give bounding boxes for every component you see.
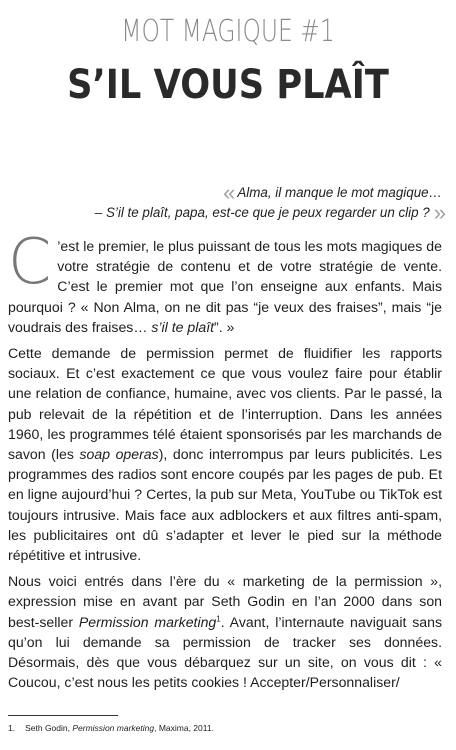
footnote-ref: 1	[216, 613, 221, 623]
footnote-divider	[8, 715, 118, 716]
paragraph-2	[8, 343, 442, 565]
paragraph-2-emphasis: soap operas	[79, 446, 159, 463]
close-quote-mark: »	[433, 200, 442, 225]
paragraph-2-text-a: Cette demande de permission permet de fluidifier les rapports sociaux. Et c’est exactement ce que vous voulez faire pour établir une relation de confiance, humaine, avec vos clients. Par le passé, la pub relevait de la répétition et de l’interruption. Dans les années 1960, les programmes télé étaient sponsorisés par les marchands de savon (les	[8, 345, 442, 463]
paragraph-2-text-b: ), donc interrompus par leurs publicités. Les programmes des radios sont encore coupés par les pages de pub. Et en ligne aujourd’hui ? Certes, la pub sur Meta, YouTube ou TikTok est toujours intrusive. Mais face aux adblockers et aux filtres anti-spam, les publicitaires ont dû s’adapter et lever le pied sur la méthode répétitive et intrusive.	[8, 446, 443, 564]
open-quote-mark: «	[223, 180, 232, 205]
paragraph-1-text-a: ’est le premier, le plus puissant de tous les mots magiques de votre stratégie de contenu et de votre stratégie de vente. C’est le premier mot que l’on enseigne aux enfants. Mais pourquoi ? « Non Alma, on ne dit pas “je veux des fraises”, mais “je voudrais des fraises…	[8, 238, 442, 335]
paragraph-3-text-a: Nous voici entrés dans l’ère du « marketing de la permission », expression mise en avant par Seth Godin en l’an 2000 dans son best-seller	[8, 573, 442, 630]
footnote-author: Seth Godin,	[25, 723, 73, 733]
paragraph-1-text-b: ”. »	[214, 318, 235, 335]
footnote-rest: , Maxima, 2011.	[154, 723, 214, 733]
paragraph-1-emphasis: s’il te plaît	[151, 318, 215, 335]
drop-cap: C	[8, 225, 52, 298]
epigraph-line-2	[22, 200, 442, 225]
chapter-kicker: MOT MAGIQUE #1	[121, 14, 335, 49]
footnote-book: Permission marketing	[72, 723, 155, 733]
footnote-number: 1.	[8, 723, 16, 733]
epigraph	[22, 180, 442, 225]
epigraph-text-2: – S’il te plaît, papa, est-ce que je peux regarder un clip ?	[94, 205, 430, 220]
body-text	[8, 225, 443, 698]
paragraph-1	[8, 225, 442, 337]
footnote	[8, 723, 214, 733]
paragraph-3-text-b: . Avant, l’internaute naviguait sans qu’on lui demande sa permission de tracker ses données. Désormais, dès que vous débarquez sur un site, on vous dit : « Coucou, c’est nous les petits cookies ! Accepter/Personnaliser/	[8, 613, 442, 691]
paragraph-3	[8, 571, 442, 692]
epigraph-text-1: Alma, il manque le mot magique…	[237, 185, 442, 200]
chapter-title: S’IL VOUS PLAÎT	[67, 62, 389, 108]
epigraph-line-1	[22, 180, 442, 205]
paragraph-3-emphasis: Permission marketing	[78, 613, 217, 630]
